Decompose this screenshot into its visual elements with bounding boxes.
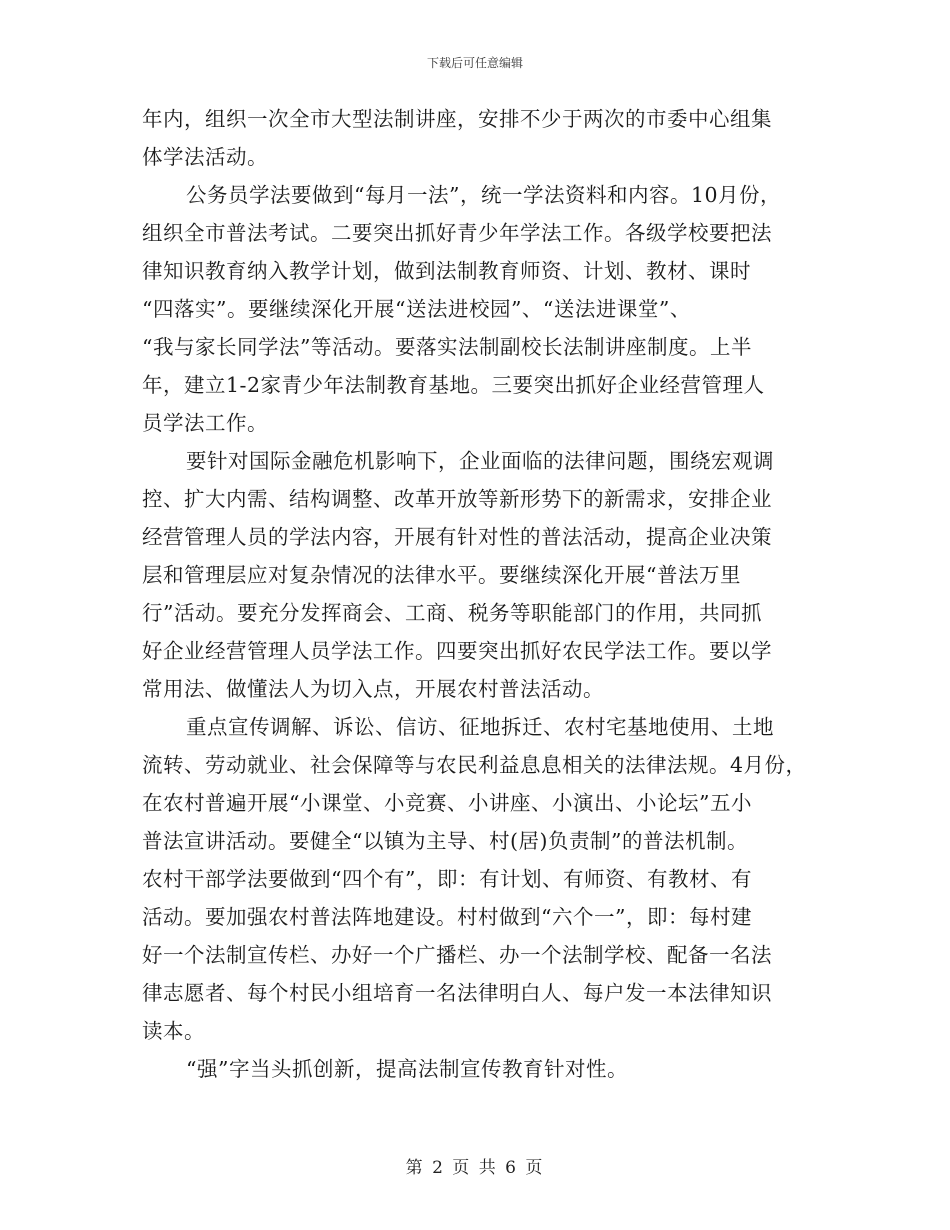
body-line: 农村干部学法要做到“四个有”，即：有计划、有师资、有教材、有 bbox=[142, 867, 752, 891]
body-line: 普法宣讲活动。要健全“以镇为主导、村(居)负责制”的普法机制。 bbox=[142, 829, 748, 853]
body-line: 好一个法制宣传栏、办好一个广播栏、办一个法制学校、配备一名法 bbox=[142, 943, 772, 967]
body-line: 流转、劳动就业、社会保障等与农民利益息息相关的法律法规。4月份， bbox=[142, 753, 807, 777]
paragraph-start-line: “强”字当头抓创新，提高法制宣传教育针对性。 bbox=[186, 1057, 628, 1081]
document-body bbox=[142, 100, 832, 1088]
body-line: 年内，组织一次全市大型法制讲座，安排不少于两次的市委中心组集 bbox=[142, 107, 772, 131]
body-line: 活动。要加强农村普法阵地建设。村村做到“六个一”，即：每村建 bbox=[142, 905, 752, 929]
body-line: 经营管理人员的学法内容，开展有针对性的普法活动，提高企业决策 bbox=[142, 525, 772, 549]
header-note: 下载后可任意编辑 bbox=[426, 56, 523, 70]
body-line: 行”活动。要充分发挥商会、工商、税务等职能部门的作用，共同抓 bbox=[142, 601, 762, 625]
body-line: 律志愿者、每个村民小组培育一名法律明白人、每户发一本法律知识 bbox=[142, 981, 772, 1005]
body-line: 控、扩大内需、结构调整、改革开放等新形势下的新需求，安排企业 bbox=[142, 487, 772, 511]
body-line: “我与家长同学法”等活动。要落实法制副校长法制讲座制度。上半 bbox=[142, 335, 752, 359]
body-line: 体学法活动。 bbox=[142, 145, 268, 169]
body-line: 员学法工作。 bbox=[142, 411, 268, 435]
body-line: 层和管理层应对复杂情况的法律水平。要继续深化开展“普法万里 bbox=[142, 563, 741, 587]
paragraph-start-line: 要针对国际金融危机影响下，企业面临的法律问题，围绕宏观调 bbox=[186, 449, 774, 473]
body-line: 好企业经营管理人员学法工作。四要突出抓好农民学法工作。要以学 bbox=[142, 639, 772, 663]
body-line: 律知识教育纳入教学计划，做到法制教育师资、计划、教材、课时 bbox=[142, 259, 751, 283]
page-number-footer: 第 2 页 共 6 页 bbox=[405, 1158, 545, 1178]
body-line: 在农村普遍开展“小课堂、小竞赛、小讲座、小演出、小论坛”五小 bbox=[142, 791, 752, 815]
body-line: 年，建立1-2家青少年法制教育基地。三要突出抓好企业经营管理人 bbox=[142, 373, 765, 397]
body-line: 常用法、做懂法人为切入点，开展农村普法活动。 bbox=[142, 677, 604, 701]
body-line: 读本。 bbox=[142, 1019, 205, 1043]
body-line: “四落实”。要继续深化开展“送法进校园”、“送法进课堂”、 bbox=[142, 297, 691, 321]
paragraph-start-line: 公务员学法要做到“每月一法”，统一学法资料和内容。10月份， bbox=[186, 183, 782, 207]
paragraph-start-line: 重点宣传调解、诉讼、信访、征地拆迁、农村宅基地使用、土地 bbox=[186, 715, 774, 739]
body-line: 组织全市普法考试。二要突出抓好青少年学法工作。各级学校要把法 bbox=[142, 221, 772, 245]
